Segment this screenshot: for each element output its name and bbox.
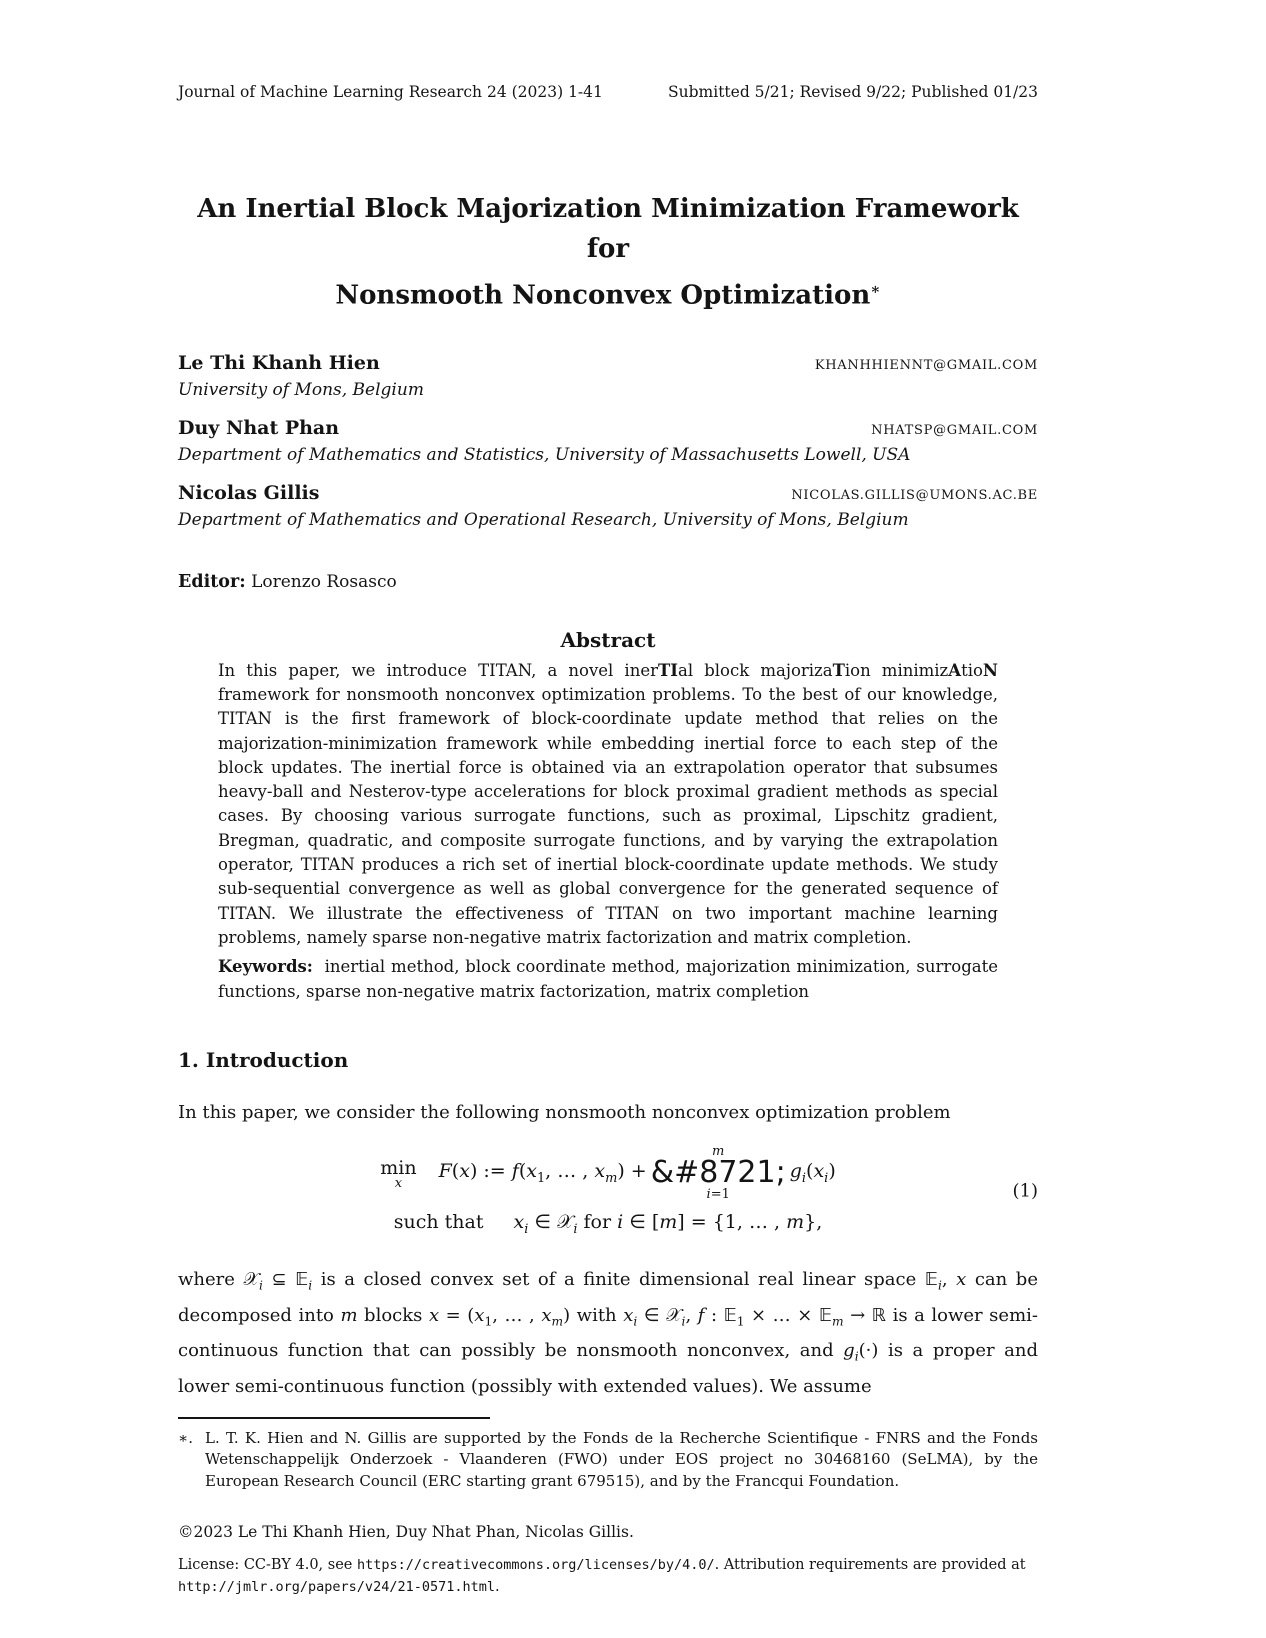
equation-1 <box>178 1145 1038 1237</box>
equation-objective-line <box>380 1145 835 1201</box>
paper-title <box>178 189 1038 316</box>
author-affiliation: Department of Mathematics and Operational Research, University of Mons, Belgium <box>178 509 909 530</box>
author-email: KHANHHIENNT@GMAIL.COM <box>814 357 1038 373</box>
editor-line <box>178 572 1038 592</box>
summation-symbol: m &#8721; i=1 <box>650 1144 786 1203</box>
copyright-line: ©2023 Le Thi Khanh Hien, Duy Nhat Phan, Nicolas Gillis. <box>178 1523 634 1542</box>
equation-constraint-line <box>394 1211 823 1237</box>
author-email: NHATSP@GMAIL.COM <box>871 422 1038 438</box>
abstract-keywords <box>218 954 998 1004</box>
equation-lhs: F(x) := $f(x_1$, … , $x_m$) + <box>438 1160 647 1187</box>
author-email: NICOLAS.GILLIS@UMONS.AC.BE <box>791 487 1038 503</box>
keywords-label: Keywords: <box>218 957 313 977</box>
author-name: Le Thi Khanh Hien <box>178 351 380 374</box>
body-paragraph: where 𝒳$_i$ ⊆ 𝔼$_i$ is a closed convex set of a finite dimensional real linear space 𝔼$_i$, x can be decomposed into m blocks $x = (x_1$, … , $x_m$) with $x_i$ ∈ 𝒳$_i$, f : 𝔼$_1$ × … × 𝔼$_m$ → ℝ is a lower semi-continuous function that can possibly be nonsmooth nonconvex, and $g_i(\cdot)$ is a proper and lower semi-continuous function (possibly with extended values). We assume <box>178 1269 1038 1397</box>
equation-number: (1) <box>1012 1180 1038 1202</box>
submission-history: Submitted 5/21; Revised 9/22; Published 01/23 <box>668 83 1038 101</box>
such-that-label: such that <box>393 1211 484 1234</box>
author-name: Duy Nhat Phan <box>178 416 340 439</box>
footnote-text: L. T. K. Hien and N. Gillis are supported by the Fonds de la Recherche Scientifique - FNRS and the Fonds Wetenschappelijk Onderzoek - Vlaanderen (FWO) under EOS project no 30468160 (SeLMA), by the European Research Council (ERC starting grant 679515), and by the Francqui Foundation. <box>205 1428 1038 1490</box>
keywords-text: inertial method, block coordinate method, majorization minimization, surrogate functions, sparse non-negative matrix factorization, matrix completion <box>218 957 998 1002</box>
author-block <box>178 350 1038 402</box>
author-affiliation: Department of Mathematics and Statistics, University of Massachusetts Lowell, USA <box>178 444 911 465</box>
footnote-marker: ∗. <box>178 1428 193 1447</box>
editor-name: Lorenzo Rosasco <box>251 571 397 592</box>
min-operator: min x <box>380 1157 417 1192</box>
section-heading-introduction: 1. Introduction <box>178 1048 349 1073</box>
author-name: Nicolas Gillis <box>178 481 320 504</box>
author-block <box>178 480 1038 532</box>
journal-reference: Journal of Machine Learning Research 24 (2023) 1-41 <box>178 83 603 101</box>
constraint-expression: $x_i$ ∈ 𝒳$_i$ for i ∈ [m] = {1, … , m}, <box>513 1211 823 1238</box>
editor-label: Editor: <box>178 571 246 592</box>
footnote-rule <box>178 1417 490 1419</box>
author-affiliation: University of Mons, Belgium <box>178 379 424 400</box>
equation-rhs: $g_i(x_i)$ <box>789 1160 836 1187</box>
license-line: License: CC-BY 4.0, see https://creativecommons.org/licenses/by/4.0/. Attribution requirements are provided at http://jmlr.org/papers/v24/21-0571.html. <box>178 1557 1026 1596</box>
paper-title-line1: An Inertial Block Majorization Minimization Framework for <box>197 194 1019 264</box>
paper-title-line2: Nonsmooth Nonconvex Optimization∗ <box>335 280 881 311</box>
abstract-body: In this paper, we introduce TITAN, a novel inerTIal block majorizaTion minimizAtioN framework for nonsmooth nonconvex optimization problems. To the best of our knowledge, TITAN is the first framework of block-coordinate update method that relies on the majorization-minimization framework while embedding inertial force to each step of the block updates. The inertial force is obtained via an extrapolation operator that subsumes heavy-ball and Nesterov-type accelerations for block proximal gradient methods as special cases. By choosing various surrogate functions, such as proximal, Lipschitz gradient, Bregman, quadratic, and composite surrogate functions, and by varying the extrapolation operator, TITAN produces a rich set of inertial block-coordinate update methods. We study sub-sequential convergence as well as global convergence for the generated sequence of TITAN. We illustrate the effectiveness of TITAN on two important machine learning problems, namely sparse non-negative matrix factorization and matrix completion. <box>218 660 998 947</box>
abstract-heading: Abstract <box>560 627 656 652</box>
title-footnote <box>178 1428 1038 1493</box>
running-header <box>178 83 1038 101</box>
author-list <box>178 350 1038 532</box>
introduction-lead-paragraph: In this paper, we consider the following nonsmooth nonconvex optimization problem <box>178 1102 951 1124</box>
author-block <box>178 415 1038 467</box>
